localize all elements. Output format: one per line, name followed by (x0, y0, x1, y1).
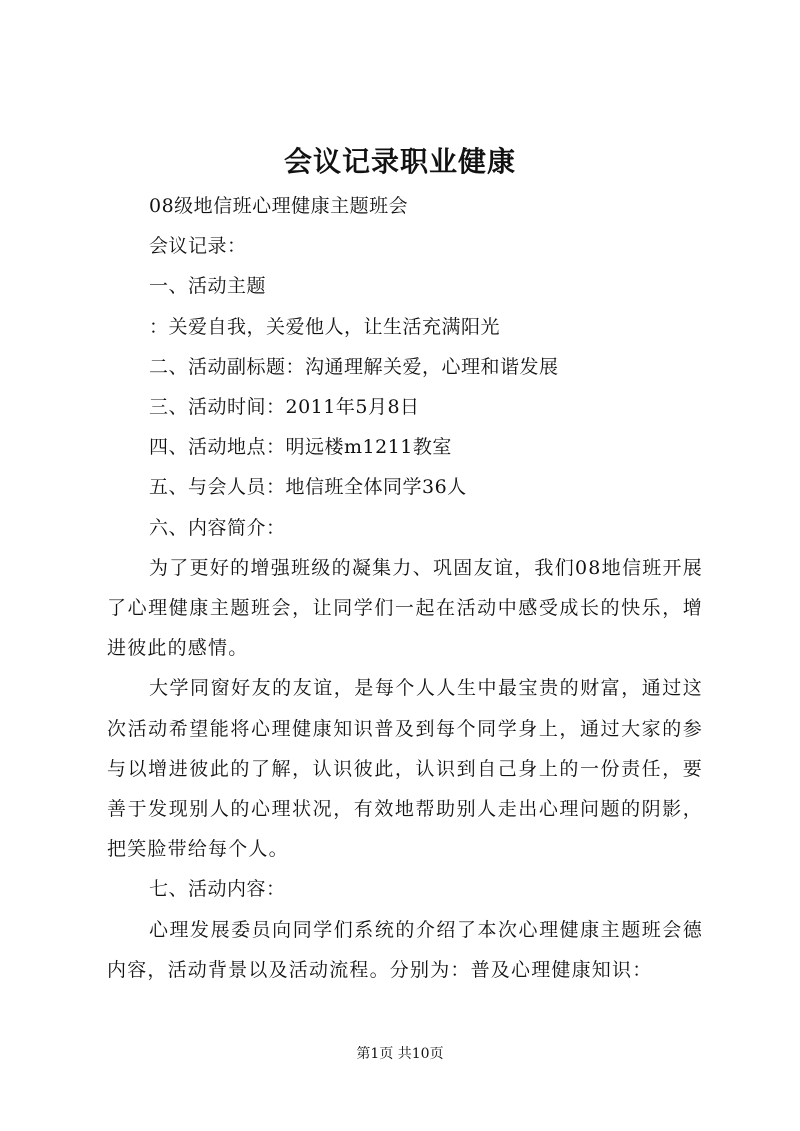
paragraph-content: 心理发展委员向同学们系统的介绍了本次心理健康主题班会德内容，活动背景以及活动流程。分别为：普及心理健康知识： (107, 918, 703, 981)
minutes-label: 会议记录： (149, 235, 247, 258)
summary-heading: 六、内容简介： (149, 516, 286, 539)
subtitle-line: 二、活动副标题：沟通理解关爱，心理和谐发展 (149, 355, 559, 378)
paragraph-friendship: 大学同窗好友的友谊，是每个人人生中最宝贵的财富，通过这次活动希望能将心理健康知识普及到每个同学身上，通过大家的参与以增进彼此的了解，认识彼此，认识到自己身上的一份责任，要善于发现别人的心理状况，有效地帮助别人走出心理问题的阴影，把笑脸带给每个人。 (107, 677, 703, 861)
class-meeting-heading: 08级地信班心理健康主题班会 (149, 195, 409, 217)
location-line: 四、活动地点：明远楼m1211教室 (149, 436, 452, 459)
page-number-footer: 第1页 共10页 (356, 1046, 444, 1062)
time-line: 三、活动时间：2011年5月8日 (149, 396, 420, 419)
attendees-line: 五、与会人员：地信班全体同学36人 (149, 476, 467, 499)
content-heading: 七、活动内容： (149, 878, 286, 901)
section-theme-heading: 一、活动主题 (149, 275, 267, 298)
theme-text: ：关爱自我，关爱他人，让生活充满阳光 (149, 315, 501, 338)
document-body (107, 186, 703, 990)
document-title: 会议记录职业健康 (283, 145, 516, 178)
paragraph-intro: 为了更好的增强班级的凝集力、巩固友谊，我们08地信班开展了心理健康主题班会，让同学们一起在活动中感受成长的快乐，增进彼此的感情。 (107, 556, 703, 660)
